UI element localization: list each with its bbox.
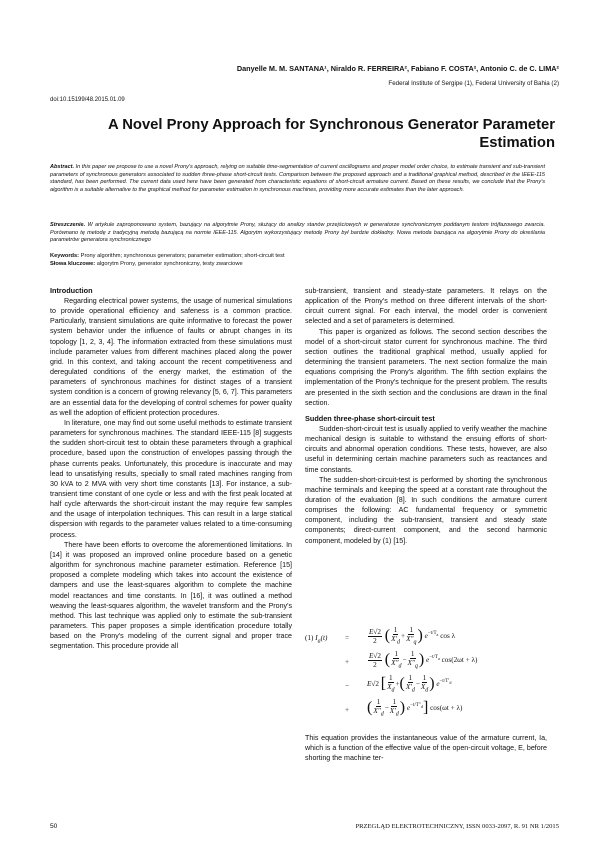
right-column-tail [305,733,547,763]
streszczenie-label: Streszczenie. [50,222,86,228]
keywords-label: Keywords: [50,253,80,259]
right-column [305,286,547,546]
right-paragraph-5: This equation provides the instantaneous value of the armature current, Ia, which is a function of the effective value of the open-circuit voltage, E, before shorting the machine ter- [305,734,547,763]
journal-footer: PRZEGLĄD ELEKTROTECHNICZNY, ISSN 0033-2097, R. 91 NR 1/2015 [355,823,559,830]
abstract-text: In this paper we propose to use a novel Prony's approach, relying on suitable time-segmentation of current oscillograms and proper model order choice, to estimate transient and sub-transient parameters of synchronous generators associated to sudden three-phase short-circuit tests. Comparison between the proposed approach and a traditional graphical method, described in the IEEE-115 standard, has been performed. The current data used here have been generated from characteristic equations of short-circuit armature current. Based on these results, we conclude that the Prony's algorithm is a suitable alternative to the graphical method for parameter estimation in synchronous machines, providing more accurate estimates than the later approach. [50,164,545,193]
abstract-label: Abstract. [50,164,75,170]
page-number: 50 [50,823,58,830]
right-paragraph-4: The sudden-short-circuit-test is performed by shorting the synchronous machine terminals and keeping the speed at a constant rate throughout the duration of the evaluation [8]. In such conditions the armature current comprises the following: AC fundamental frequency or symmetric component, including the sub-transient, transient and steady state components; direct-current component, and the second harmonic component, modeled by (1) [15]. [305,475,547,545]
left-paragraph-2: In literature, one may find out some useful methods to estimate transient parameters for synchronous machines. The standard IEEE-115 [8] suggests the sudden short-circuit test to obtain these parameters through a graphical procedure, based upon the construction of envelopes passing through the phase currents peaks. Unfortunately, this procedure is inaccurate and may lead to unsatisfying results, specially to small rated machines ranging from 30 kVA to 2 MVA with very short time constants [13]. For instance, a sub-transient time constant of one cycle or less and with the first peak located at half cycle afterwards the short-circuit instant the may require few samples and the usage of interpolation techniques. This can result in a large statical dispersion with regards to the parameter values related to a time-consuming process. [50,418,292,539]
left-column [50,286,292,651]
keywords [50,253,545,261]
equation-number: (1) [305,634,314,642]
slowa-text: algorytm Prony, generator synchroniczny, testy zwarciowe [96,261,243,267]
paper-title: A Novel Prony Approach for Synchronous Generator Parameter Estimation [107,117,555,151]
doi: doi:10.15199/48.2015.01.09 [50,97,125,103]
streszczenie-text: W artykule zaproponowano system, bazujący na algorytmie Prony, służący do analizy stanów przejściowych w generatorze synchronicznym poddanym testom trójfazowego zwarcia. Porównano tę metodę z tradycyjną metodą bazującą na normie IEEE-115. Algorytm wykorzystujący metodę Prony był bardzie dokładny. Nowa metoda bazująca na algorytmie Prony do określania parametrów generatora synchronicznego [50,222,545,244]
authors: Danyelle M. M. SANTANA¹, Niraldo R. FERREIRA², Fabiano F. COSTA², Antonio C. de C. LIMA² [236,64,559,73]
right-paragraph-2: This paper is organized as follows. The second section describes the model of a short-circuit stator current for synchronous machine. The third section outlines the traditional graphical method, usually applied for determining the transient parameters. The next section formalize the main equations comprising the Prony's algorithm. The fifth section explains the implementation of the Prony's technique for the present problem. The results are presented in the sixth section and the conclusions are drawn in the final section. [305,327,547,407]
keywords-text: Prony algorithm; synchronous generators; parameter estimation; short-circuit test [80,253,285,259]
left-paragraph-3: There have been efforts to overcome the aforementioned limitations. In [14] it was proposed an improved online procedure based on a genetic algorithm for synchronous machine parameter estimation. Reference [15] proposed a complete modeling which takes into account the existence of dampers and use the least-squares algorithm to complete the machine model reactances and time constants. In [16], it was outlined a method weaving the least-squares algorithm, the wavelet transform and the Prony's method. This last technique was applied only to estimate the sub-transient parameters. This paper proposes a simple identification procedure totally based on the Prony's modeling of the current signal and proper trace segmentation. This procedure provide all [50,540,292,651]
section2-heading: Sudden three-phase short-circuit test [305,413,435,423]
slowa-kluczowe [50,261,545,269]
equation-1: (1) $I_a(t)$ = $\frac{E√2}{2}$ ( $\frac{1}{X'_d}$ + $\frac{1}{X''_q}$ ) $e^{-t/T_a}$ cos λ + $\frac{E√2}{2}$ ( $\frac{1}{X''_d}$ − $\frac{1}{X''_q}$ ) $e^{-t/T_a}$ cos(2ωt + λ) − E√2 [ $\frac{1}{X_d}$ +( $\frac{1}{X'_d}$ − $\frac{1}{X_d}$ ) $e^{-t/T'_d}$ + ( $\frac{1}{X''_d}$ − $\frac{1}{X'_d}$ ) $e^{-t/T''_d}$] cos(ωt + λ) [305,626,478,718]
abstract [50,164,545,194]
affiliation: Federal Institute of Sergipe (1), Federal University of Bahia (2) [388,80,559,87]
right-paragraph-3: Sudden-short-circuit test is usually applied to verify weather the machine mechanical design is suitable to withstand the ensuing efforts of short-circuits and abnormal operation conditions. These tests, however, are also useful in determining certain machine parameters such as reactances and time constants. [305,424,547,474]
left-paragraph-1: Regarding electrical power systems, the usage of numerical simulations to provide operational efficiency and safeness is a common practice. Particularly, transient simulations are quite informative to forecast the power system behavior under the influence of faults or abrupt changes in its topology [1, 2, 3, 4]. The information extracted from these simulations must include parameter values from different machines placed along the power grid. In this context, and taking account the recent competitiveness and deregulated conditions of the energy market, the estimation of the parameters of synchronous machines for distinct stages of a transient system condition is a concern of growing relevancy [5, 6, 7]. This parameters are an essential data for the developing of control schemes for power quality as well the adoption of efficient protection procedures. [50,297,292,417]
streszczenie [50,222,545,245]
right-paragraph-1: sub-transient, transient and steady-state parameters. It relays on the application of the Prony's method on three different intervals of the short-circuit current signal. For each interval, the model order is convenient selected and a set of parameters is determined. [305,287,547,326]
intro-heading: Introduction [50,286,93,295]
slowa-label: Słowa kluczowe: [50,261,96,267]
